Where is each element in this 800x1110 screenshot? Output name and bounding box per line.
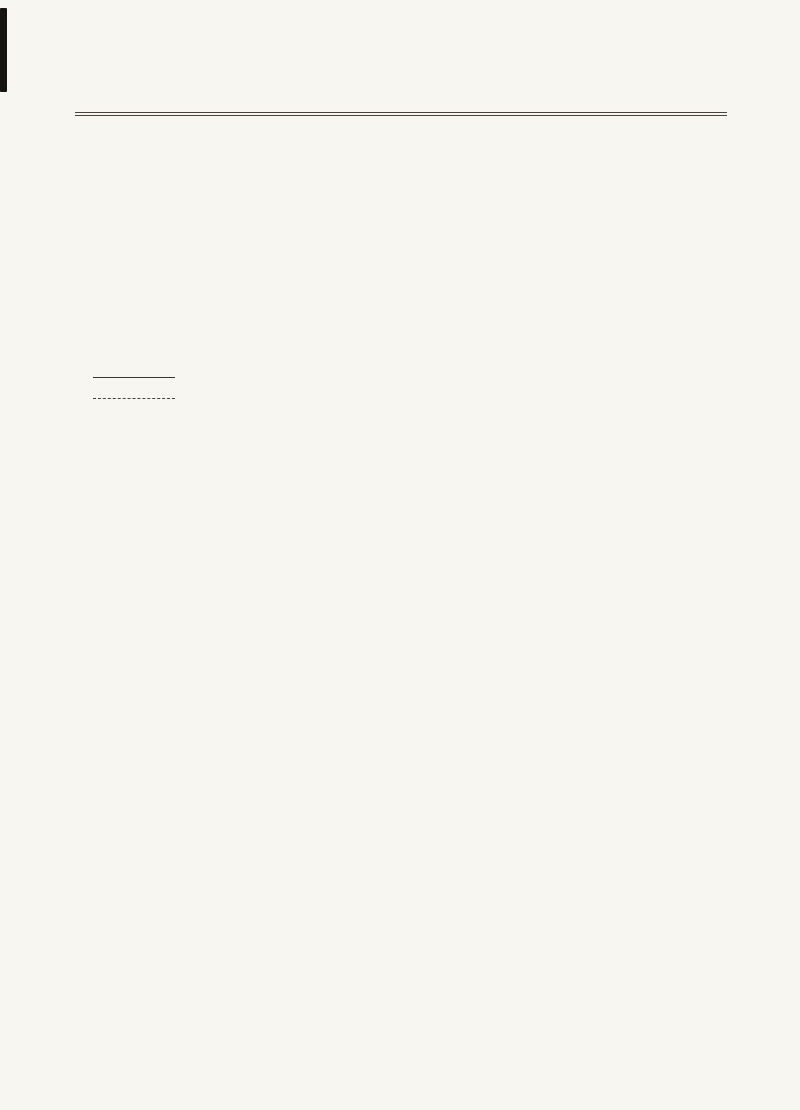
step-chart-radiation <box>82 135 382 363</box>
solid-line-swatch <box>93 377 175 378</box>
dashed-line-swatch <box>93 398 175 399</box>
left-column <box>75 126 388 414</box>
text-columns <box>75 126 727 414</box>
legend-row-appareil-a <box>93 367 355 388</box>
figure-1 <box>75 135 388 409</box>
header-double-rule <box>75 112 727 116</box>
figure-legend <box>93 367 355 409</box>
right-column <box>403 126 727 414</box>
legend-row-appareil-b <box>93 388 355 409</box>
page-header <box>75 86 727 108</box>
scan-edge-artifact <box>0 8 7 92</box>
